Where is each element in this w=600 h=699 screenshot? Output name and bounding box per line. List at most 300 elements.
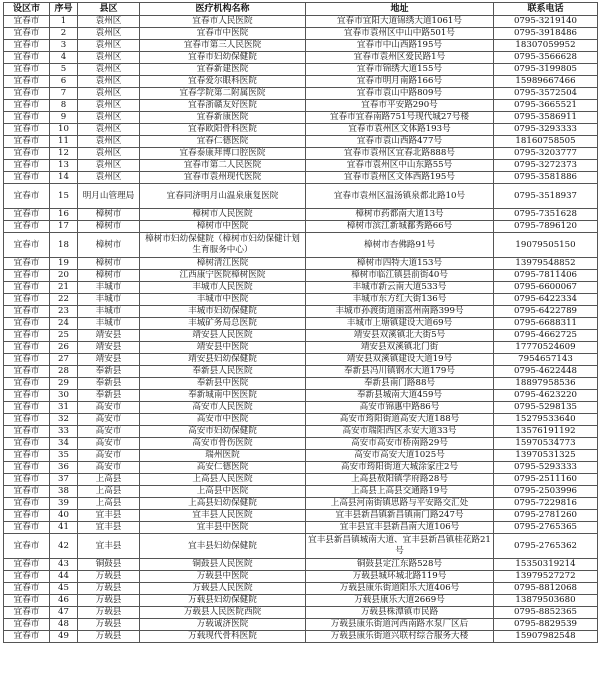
cell-address: 宜春市袁州区宜春北路888号 [306, 148, 494, 160]
table-row [4, 40, 598, 52]
cell-address: 丰城市东方红大街136号 [306, 294, 494, 306]
cell-district: 宜丰县 [78, 522, 140, 534]
cell-city: 宜春市 [4, 136, 50, 148]
table-row [4, 534, 598, 559]
cell-district: 丰城市 [78, 306, 140, 318]
cell-phone: 18160758505 [494, 136, 598, 148]
cell-phone: 0795-3918486 [494, 28, 598, 40]
table-row [4, 414, 598, 426]
table-row [4, 510, 598, 522]
cell-institution: 宜春泰康拜博口腔医院 [140, 148, 306, 160]
cell-phone: 0795-7896120 [494, 221, 598, 233]
cell-address: 宜丰县宜丰县新昌南大道106号 [306, 522, 494, 534]
cell-city: 宜春市 [4, 510, 50, 522]
cell-address: 万载县康乐街道阳乐大道406号 [306, 583, 494, 595]
cell-phone: 0795-3586911 [494, 112, 598, 124]
cell-phone: 0795-3572504 [494, 88, 598, 100]
cell-address: 丰城市上塘镇建设大道69号 [306, 318, 494, 330]
cell-district: 上高县 [78, 474, 140, 486]
cell-index: 24 [50, 318, 78, 330]
cell-address: 丰城市孙渡街道丽富州南路399号 [306, 306, 494, 318]
cell-city: 宜春市 [4, 426, 50, 438]
cell-index: 34 [50, 438, 78, 450]
cell-institution: 上高县妇幼保健院 [140, 498, 306, 510]
cell-index: 26 [50, 342, 78, 354]
cell-institution: 瑞州医院 [140, 450, 306, 462]
cell-index: 10 [50, 124, 78, 136]
cell-district: 袁州区 [78, 40, 140, 52]
cell-city: 宜春市 [4, 450, 50, 462]
cell-address: 高安市瑞阳西区永安大道33号 [306, 426, 494, 438]
cell-city: 宜春市 [4, 209, 50, 221]
cell-city: 宜春市 [4, 52, 50, 64]
cell-institution: 宜丰县妇幼保健院 [140, 534, 306, 559]
cell-institution: 靖安县中医院 [140, 342, 306, 354]
table-row [4, 631, 598, 643]
cell-address: 高安市高安市桥南路29号 [306, 438, 494, 450]
table-row [4, 450, 598, 462]
cell-district: 袁州区 [78, 88, 140, 100]
cell-address: 高安市锦惠中路86号 [306, 402, 494, 414]
cell-city: 宜春市 [4, 148, 50, 160]
cell-address: 宜春市袁州区爱民路1号 [306, 52, 494, 64]
table-row [4, 342, 598, 354]
cell-phone: 0795-2503996 [494, 486, 598, 498]
table-body [4, 16, 598, 643]
cell-city: 宜春市 [4, 172, 50, 184]
cell-institution: 宜春浙赣友好医院 [140, 100, 306, 112]
cell-address: 宜春市袁山西路477号 [306, 136, 494, 148]
cell-city: 宜春市 [4, 583, 50, 595]
cell-phone: 15970534773 [494, 438, 598, 450]
cell-index: 33 [50, 426, 78, 438]
cell-city: 宜春市 [4, 88, 50, 100]
cell-district: 明月山管理局 [78, 184, 140, 209]
cell-address: 樟树市四特大道153号 [306, 258, 494, 270]
cell-institution: 宜春市人民医院 [140, 16, 306, 28]
cell-institution: 高安市妇幼保健院 [140, 426, 306, 438]
cell-city: 宜春市 [4, 438, 50, 450]
cell-index: 13 [50, 160, 78, 172]
cell-index: 39 [50, 498, 78, 510]
cell-phone: 15279533640 [494, 414, 598, 426]
cell-address: 上高县敖阳镇学府路28号 [306, 474, 494, 486]
table-row [4, 402, 598, 414]
cell-institution: 丰城矿务局总医院 [140, 318, 306, 330]
cell-index: 11 [50, 136, 78, 148]
cell-city: 宜春市 [4, 342, 50, 354]
cell-index: 40 [50, 510, 78, 522]
cell-index: 31 [50, 402, 78, 414]
table-row [4, 88, 598, 100]
cell-institution: 万载县中医院 [140, 571, 306, 583]
cell-district: 高安市 [78, 426, 140, 438]
cell-city: 宜春市 [4, 100, 50, 112]
table-row [4, 52, 598, 64]
cell-city: 宜春市 [4, 160, 50, 172]
cell-institution: 宜春学院第二附属医院 [140, 88, 306, 100]
cell-address: 宜春市锦绣大道155号 [306, 64, 494, 76]
cell-city: 宜春市 [4, 486, 50, 498]
table-row [4, 124, 598, 136]
cell-district: 靖安县 [78, 354, 140, 366]
cell-phone: 18307059952 [494, 40, 598, 52]
cell-city: 宜春市 [4, 619, 50, 631]
cell-phone: 15907982548 [494, 631, 598, 643]
cell-address: 宜春市中山西路195号 [306, 40, 494, 52]
header-address: 地址 [306, 3, 494, 16]
cell-phone: 0795-5298135 [494, 402, 598, 414]
cell-phone: 15350319214 [494, 559, 598, 571]
cell-district: 袁州区 [78, 100, 140, 112]
cell-index: 27 [50, 354, 78, 366]
cell-index: 41 [50, 522, 78, 534]
cell-address: 万载县株潭镇市民路 [306, 607, 494, 619]
cell-phone: 0795-5293333 [494, 462, 598, 474]
cell-address: 靖安县双溪镇北大街5号 [306, 330, 494, 342]
cell-address: 丰城市新云南大道533号 [306, 282, 494, 294]
cell-district: 高安市 [78, 462, 140, 474]
cell-address: 樟树市杏佛路91号 [306, 233, 494, 258]
cell-institution: 丰城市中医院 [140, 294, 306, 306]
cell-district: 万载县 [78, 571, 140, 583]
cell-index: 25 [50, 330, 78, 342]
cell-institution: 宜春新康医院 [140, 112, 306, 124]
cell-institution: 丰城市人民医院 [140, 282, 306, 294]
cell-district: 樟树市 [78, 221, 140, 233]
header-row [4, 3, 598, 16]
cell-address: 靖安县双溪镇建设大道19号 [306, 354, 494, 366]
cell-phone: 13979527272 [494, 571, 598, 583]
cell-address: 高安市筠阳街道大城涂家庄2号 [306, 462, 494, 474]
cell-index: 49 [50, 631, 78, 643]
cell-index: 32 [50, 414, 78, 426]
cell-district: 丰城市 [78, 318, 140, 330]
cell-institution: 宜丰县人民医院 [140, 510, 306, 522]
cell-district: 樟树市 [78, 258, 140, 270]
cell-institution: 樟树市妇幼保健院（樟树市妇幼保健计划生育服务中心） [140, 233, 306, 258]
cell-phone: 0795-3219140 [494, 16, 598, 28]
cell-city: 宜春市 [4, 184, 50, 209]
cell-district: 万载县 [78, 607, 140, 619]
cell-district: 铜鼓县 [78, 559, 140, 571]
table-row [4, 330, 598, 342]
cell-institution: 丰城市妇幼保健院 [140, 306, 306, 318]
cell-address: 樟树市临江镇县前街40号 [306, 270, 494, 282]
cell-institution: 宜春市第三人民医院 [140, 40, 306, 52]
cell-phone: 17770524609 [494, 342, 598, 354]
cell-index: 3 [50, 40, 78, 52]
cell-institution: 万载现代骨科医院 [140, 631, 306, 643]
cell-index: 23 [50, 306, 78, 318]
cell-phone: 0795-7351628 [494, 209, 598, 221]
cell-address: 宜丰县新昌镇新昌镇南门路247号 [306, 510, 494, 522]
cell-index: 15 [50, 184, 78, 209]
cell-city: 宜春市 [4, 559, 50, 571]
cell-institution: 樟树市人民医院 [140, 209, 306, 221]
table-row [4, 100, 598, 112]
cell-institution: 万载县妇幼保健院 [140, 595, 306, 607]
cell-phone: 0795-8829539 [494, 619, 598, 631]
table-row [4, 438, 598, 450]
cell-institution: 樟树市中医院 [140, 221, 306, 233]
cell-institution: 铜鼓县人民医院 [140, 559, 306, 571]
cell-district: 袁州区 [78, 52, 140, 64]
cell-district: 万载县 [78, 595, 140, 607]
table-row [4, 474, 598, 486]
cell-institution: 万载县人民医院 [140, 583, 306, 595]
cell-district: 丰城市 [78, 294, 140, 306]
cell-phone: 0795-4623220 [494, 390, 598, 402]
cell-address: 奉新县冯川镇钢水大道179号 [306, 366, 494, 378]
cell-district: 高安市 [78, 414, 140, 426]
header-phone: 联系电话 [494, 3, 598, 16]
cell-district: 万载县 [78, 619, 140, 631]
cell-address: 高安市筠阳街道高安大道188号 [306, 414, 494, 426]
cell-index: 43 [50, 559, 78, 571]
table-row [4, 258, 598, 270]
cell-city: 宜春市 [4, 534, 50, 559]
cell-city: 宜春市 [4, 28, 50, 40]
cell-district: 樟树市 [78, 233, 140, 258]
cell-index: 7 [50, 88, 78, 100]
cell-index: 36 [50, 462, 78, 474]
cell-phone: 0795-6422789 [494, 306, 598, 318]
cell-phone: 0795-8812068 [494, 583, 598, 595]
table-row [4, 306, 598, 318]
table-row [4, 462, 598, 474]
cell-address: 宜春市袁州区文体西路195号 [306, 172, 494, 184]
cell-city: 宜春市 [4, 462, 50, 474]
cell-city: 宜春市 [4, 474, 50, 486]
table-row [4, 354, 598, 366]
cell-index: 46 [50, 595, 78, 607]
table-row [4, 136, 598, 148]
table-row [4, 378, 598, 390]
cell-city: 宜春市 [4, 498, 50, 510]
cell-institution: 樟树清江医院 [140, 258, 306, 270]
cell-index: 8 [50, 100, 78, 112]
cell-city: 宜春市 [4, 571, 50, 583]
cell-index: 21 [50, 282, 78, 294]
table-row [4, 270, 598, 282]
cell-phone: 0795-3199805 [494, 64, 598, 76]
cell-index: 17 [50, 221, 78, 233]
cell-address: 上高县河南街镇思路与平安路交汇处 [306, 498, 494, 510]
table-row [4, 282, 598, 294]
table-row [4, 184, 598, 209]
cell-address: 靖安县双溪镇北门街 [306, 342, 494, 354]
cell-institution: 高安市人民医院 [140, 402, 306, 414]
header-district: 县区 [78, 3, 140, 16]
cell-index: 35 [50, 450, 78, 462]
cell-index: 16 [50, 209, 78, 221]
cell-index: 42 [50, 534, 78, 559]
cell-city: 宜春市 [4, 76, 50, 88]
cell-district: 高安市 [78, 402, 140, 414]
table-row [4, 16, 598, 28]
cell-address: 万载县城环城北路119号 [306, 571, 494, 583]
table-row [4, 571, 598, 583]
cell-index: 5 [50, 64, 78, 76]
cell-index: 19 [50, 258, 78, 270]
cell-institution: 高安市骨伤医院 [140, 438, 306, 450]
table-row [4, 607, 598, 619]
cell-district: 高安市 [78, 438, 140, 450]
cell-phone: 0795-2765365 [494, 522, 598, 534]
cell-district: 上高县 [78, 498, 140, 510]
cell-city: 宜春市 [4, 282, 50, 294]
cell-address: 宜春市平安路290号 [306, 100, 494, 112]
cell-city: 宜春市 [4, 124, 50, 136]
table-row [4, 619, 598, 631]
cell-institution: 万载县人民医院西院 [140, 607, 306, 619]
cell-phone: 13879503680 [494, 595, 598, 607]
cell-city: 宜春市 [4, 294, 50, 306]
cell-district: 袁州区 [78, 112, 140, 124]
cell-phone: 0795-4622448 [494, 366, 598, 378]
cell-phone: 7954657143 [494, 354, 598, 366]
cell-district: 袁州区 [78, 172, 140, 184]
cell-city: 宜春市 [4, 270, 50, 282]
cell-address: 宜春市袁山中路809号 [306, 88, 494, 100]
cell-district: 奉新县 [78, 378, 140, 390]
cell-district: 靖安县 [78, 342, 140, 354]
table-row [4, 64, 598, 76]
cell-institution: 奉新县中医院 [140, 378, 306, 390]
cell-city: 宜春市 [4, 354, 50, 366]
cell-institution: 宜春爱尔眼科医院 [140, 76, 306, 88]
table-row [4, 28, 598, 40]
cell-city: 宜春市 [4, 112, 50, 124]
cell-institution: 江西康宁医院樟树医院 [140, 270, 306, 282]
cell-address: 奉新县城南大道459号 [306, 390, 494, 402]
header-index: 序号 [50, 3, 78, 16]
cell-institution: 上高县人民医院 [140, 474, 306, 486]
cell-city: 宜春市 [4, 330, 50, 342]
table-row [4, 172, 598, 184]
cell-city: 宜春市 [4, 318, 50, 330]
cell-address: 宜春市袁州区温汤镇泉都北路10号 [306, 184, 494, 209]
cell-address: 宜春市宜阳大道锦绣大道1061号 [306, 16, 494, 28]
cell-address: 宜丰县新昌镇城南大道、宜丰县新昌镇桂花路21号 [306, 534, 494, 559]
cell-institution: 宜春市妇幼保健院 [140, 52, 306, 64]
table-row [4, 522, 598, 534]
cell-city: 宜春市 [4, 414, 50, 426]
cell-phone: 19079505150 [494, 233, 598, 258]
cell-index: 37 [50, 474, 78, 486]
cell-institution: 上高县中医院 [140, 486, 306, 498]
cell-index: 28 [50, 366, 78, 378]
cell-phone: 0795-8852365 [494, 607, 598, 619]
cell-institution: 高安仁德医院 [140, 462, 306, 474]
table-row [4, 160, 598, 172]
cell-index: 29 [50, 378, 78, 390]
table-row [4, 294, 598, 306]
table-row [4, 233, 598, 258]
cell-institution: 宜丰县中医院 [140, 522, 306, 534]
cell-institution: 宜春欧阳骨科医院 [140, 124, 306, 136]
cell-index: 12 [50, 148, 78, 160]
cell-index: 38 [50, 486, 78, 498]
header-city: 设区市 [4, 3, 50, 16]
cell-city: 宜春市 [4, 366, 50, 378]
table-row [4, 583, 598, 595]
cell-phone: 0795-4662725 [494, 330, 598, 342]
table-row [4, 390, 598, 402]
cell-phone: 0795-3203777 [494, 148, 598, 160]
cell-district: 袁州区 [78, 16, 140, 28]
cell-city: 宜春市 [4, 221, 50, 233]
cell-phone: 0795-3665521 [494, 100, 598, 112]
cell-address: 万载县康乐大道2669号 [306, 595, 494, 607]
cell-index: 2 [50, 28, 78, 40]
cell-address: 樟树市滨江新城鄱秀路66号 [306, 221, 494, 233]
cell-district: 万载县 [78, 631, 140, 643]
cell-address: 宜春市袁州区文体路193号 [306, 124, 494, 136]
cell-address: 宜春市袁州区中山东路55号 [306, 160, 494, 172]
table-row [4, 426, 598, 438]
cell-phone: 13970531325 [494, 450, 598, 462]
cell-city: 宜春市 [4, 258, 50, 270]
cell-phone: 18897958536 [494, 378, 598, 390]
table-row [4, 76, 598, 88]
cell-address: 铜鼓县定江东路528号 [306, 559, 494, 571]
cell-phone: 0795-7229816 [494, 498, 598, 510]
cell-city: 宜春市 [4, 64, 50, 76]
cell-address: 高安市高安大道1025号 [306, 450, 494, 462]
cell-phone: 13576191192 [494, 426, 598, 438]
cell-district: 奉新县 [78, 366, 140, 378]
cell-address: 宜春市袁州区中山中路501号 [306, 28, 494, 40]
hospital-table [3, 2, 598, 643]
cell-city: 宜春市 [4, 402, 50, 414]
table-row [4, 221, 598, 233]
cell-institution: 宜春新建医院 [140, 64, 306, 76]
cell-institution: 靖安县人民医院 [140, 330, 306, 342]
cell-index: 1 [50, 16, 78, 28]
cell-address: 宜春市明月南路166号 [306, 76, 494, 88]
cell-institution: 宜春仁德医院 [140, 136, 306, 148]
cell-district: 袁州区 [78, 136, 140, 148]
table-row [4, 366, 598, 378]
cell-address: 奉新县南门路88号 [306, 378, 494, 390]
table-row [4, 148, 598, 160]
cell-address: 上高县上高县交通路19号 [306, 486, 494, 498]
cell-index: 9 [50, 112, 78, 124]
cell-phone: 0795-2765362 [494, 534, 598, 559]
cell-index: 4 [50, 52, 78, 64]
cell-address: 万载县康乐街道兴联村综合服务大楼 [306, 631, 494, 643]
cell-institution: 靖安县妇幼保健院 [140, 354, 306, 366]
cell-phone: 0795-7811406 [494, 270, 598, 282]
cell-city: 宜春市 [4, 595, 50, 607]
cell-district: 靖安县 [78, 330, 140, 342]
table-row [4, 209, 598, 221]
table-row [4, 486, 598, 498]
cell-index: 6 [50, 76, 78, 88]
table-row [4, 595, 598, 607]
cell-index: 20 [50, 270, 78, 282]
cell-institution: 奉新县人民医院 [140, 366, 306, 378]
cell-institution: 万载诚济医院 [140, 619, 306, 631]
cell-district: 袁州区 [78, 124, 140, 136]
cell-institution: 高安市中医院 [140, 414, 306, 426]
cell-index: 22 [50, 294, 78, 306]
table-row [4, 112, 598, 124]
cell-district: 袁州区 [78, 160, 140, 172]
cell-institution: 宜春市第二人民医院 [140, 160, 306, 172]
